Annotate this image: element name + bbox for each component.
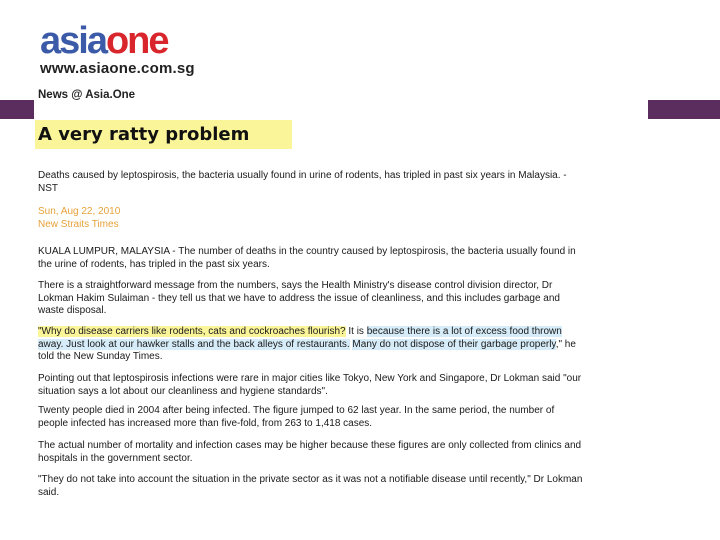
- article-summary: Deaths caused by leptospirosis, the bacteria usually found in urine of rodents, has tripled in past six years in Malaysia. -NST: [38, 170, 567, 194]
- paragraph-6: The actual number of mortality and infection cases may be higher because these figures are only collected from clinics and hospitals in the government sector.: [38, 440, 582, 464]
- quote-highlight-blue-2: Many do not dispose of their garbage properly: [352, 338, 556, 350]
- article-date: Sun, Aug 22, 2010: [38, 206, 121, 217]
- section-label: News @ Asia.One: [38, 89, 136, 101]
- right-accent-bar: [648, 100, 720, 119]
- paragraph-4: Pointing out that leptospirosis infections were rare in major cities like Tokyo, New York and Singapore, Dr Lokman said "our situation says a lot about our cleanliness and hygiene standards".: [38, 373, 582, 397]
- quote-plain-1: It is: [345, 326, 367, 337]
- paragraph-3: [38, 326, 583, 364]
- logo-url: www.asiaone.com.sg: [40, 60, 195, 77]
- quote-highlight-blue-1: because there is a lot of excess food thrown away. Just look at our hawker stalls and the back alleys of restaurants.: [38, 326, 562, 350]
- article-source: New Straits Times: [38, 218, 119, 230]
- logo-asia-text: asia: [40, 20, 106, 62]
- quote-highlight-yellow: "Why do disease carriers like rodents, cats and cockroaches flourish?: [38, 326, 346, 337]
- article-headline: A very ratty problem: [35, 120, 292, 149]
- asiaone-logo: [40, 20, 195, 77]
- paragraph-7: "They do not take into account the situation in the private sector as it was not a notifiable disease until recently," Dr Lokman said.: [38, 474, 583, 498]
- left-accent-bar: [0, 100, 34, 119]
- paragraph-1: KUALA LUMPUR, MALAYSIA - The number of deaths in the country caused by leptospirosis, the bacteria usually found in the urine of rodents, has tripled in the past six years.: [38, 246, 576, 270]
- quote-plain-3: ," he told the New Sunday Times.: [38, 338, 576, 362]
- paragraph-2: There is a straightforward message from the numbers, says the Health Ministry's disease control division director, Dr Lokman Hakim Sulaiman - they tell us that we have to address the issue of cleanliness, and this includes garbage and waste disposal.: [38, 280, 560, 316]
- article-meta: [38, 206, 583, 231]
- logo-one-text: one: [105, 20, 168, 62]
- paragraph-5: Twenty people died in 2004 after being infected. The figure jumped to 62 last year. In the same period, the number of people infected has increased more than five-fold, from 263 to 1,418 cases.: [38, 405, 555, 429]
- logo-wordmark: [40, 20, 195, 62]
